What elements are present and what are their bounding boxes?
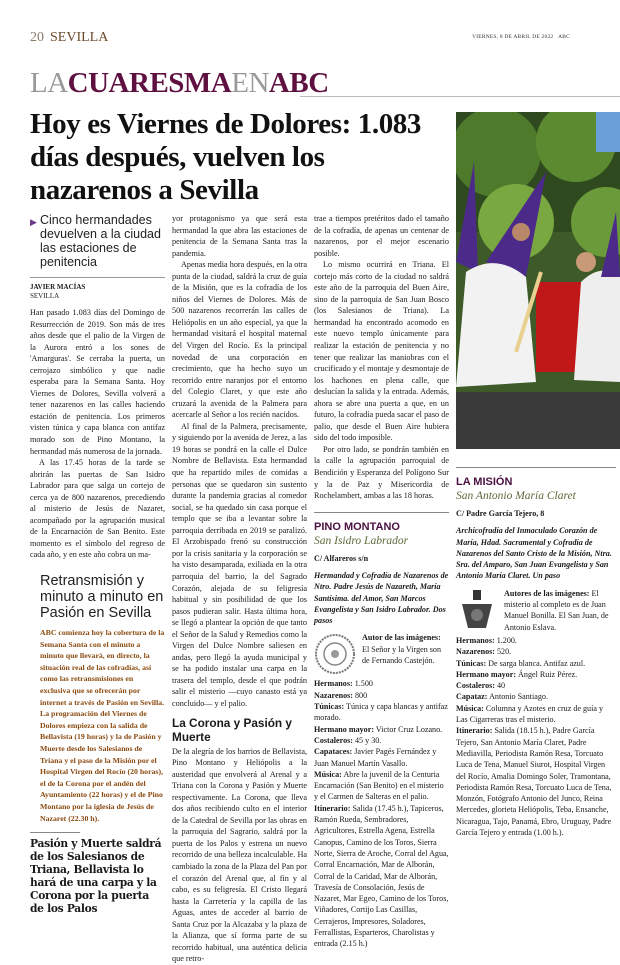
triangle-bullet-icon: ▶ (30, 217, 37, 227)
byline (30, 283, 165, 301)
paragraph: Apenas media hora después, en la otra punta de la ciudad, saldrá la cruz de guía de la Misión, que es la cofradía de los niños del Viernes de Dolores. Más de 500 nazarenos recorrerán las calles de Heliópolis en un año especial, ya que la hermandad visitará el hospital maternal del Virgen del Rocío. Es la principal novedad de una corporación en crecimiento, que ha hecho suyo un recorrido entre naranjos por el entorno del Colegio Claret, y que este año cruzará la avenida de la Palmera para acercarle al Señor a los recién nacidos. (172, 260, 307, 420)
field-value: Salida (18.15 h.), Padre García Tejero, San Antonio María Claret, Padre Mediavilla, Periodista Ramón Resa, Torcuato Luca de Tena, Manuel Siurot, Hospital Virgen del Rocío, Amalia Domingo Soler, Tramontana, Periodista Ramón Resa, Torcuato Luca de Tena, Monzón, Fotógrafo Antonio del Junco, Reina Mercedes, glorieta Heliópolis, Teba, Ensanche, Nicaragua, Tajo, Panamá, Ebro, Uruguay, Padre García Tejero y entrada (1.00 h.). (456, 726, 612, 838)
field-value: Antonio Santiago. (489, 692, 548, 702)
card-description: Hermandad y Cofradía de Nazarenos de Ntro. Padre Jesús de Nazareth, María Santísima. del Amor, San Marcos Evangelista y San Isidro Labrador. Dos pasos (314, 570, 449, 626)
field-value: Victor Cruz Lozano. (375, 724, 443, 734)
la-mision-card (456, 476, 616, 838)
brotherhood-emblem-icon (314, 632, 356, 676)
paragraph: Por otro lado, se pondrán también en la calle la agrupación parroquial de Bendición y Esperanza del Polígono Sur y la de Paz y Misericordia de Rochelambert, ambas a las 18 horas. (314, 444, 449, 501)
field-value: Salida (17.45 h.), Tapiceros, Ramón Rueda, Sembradores, Agricultores, Estrella Agena, Estrella Canopus, Camino de los Toros, Sierra Norte, Sierra de Aroche, Corral del Agua, Corral Encarnación, Mar de Alborán, Corral de la Caridad, Mar de Alborán, Travesía de Consolación, Jesús de Nazaret, Mar Egeo, Camino de los Toros, Viñadores, Cortijo Las Casillas, Cerrajeros, Impresores, Soladores, Ferrallistas, Esparteros, Charolistas y entrada (2.15 h.) (314, 803, 449, 949)
card-church: San Antonio María Claret (456, 490, 576, 502)
field-label: Hermanos: (456, 635, 495, 645)
field-value: 1.200. (496, 635, 517, 645)
field-label: Túnicas: (456, 658, 487, 668)
field-label: Costaleros: (314, 735, 353, 745)
article-column-3 (314, 213, 449, 502)
banner-en: EN (231, 67, 269, 99)
banner-rule (300, 96, 620, 97)
field-value: 520. (497, 647, 512, 657)
column-3-wrapper (314, 213, 449, 950)
kicker-rule (30, 277, 165, 278)
quote-rule (30, 832, 80, 833)
byline-place: SEVILLA (30, 292, 60, 300)
field-label: Capataces: (314, 747, 353, 757)
field-value: 45 y 30. (355, 735, 382, 745)
divider (456, 467, 616, 468)
card-address: C/ Padre García Tejero, 8 (456, 509, 545, 518)
field-label: Capataz: (456, 692, 488, 702)
sidebox-text: ABC comienza hoy la cobertura de la Semana Santa con el minuto a minuto que llevará, en directo, la situación real de las cofradías, así como las retransmisiones en exclusiva que se ofrecerán por internet a través de Pasión en Sevilla. La programación del Viernes de Dolores empieza con la salida de Bellavista (19 horas) y la de Pasión y Muerte desde los Salesianos de Triana y el paso de la Misión por el Hospital Virgen del Rocío (20 horas), el de la Corona por el andén del Ayuntamiento (22 horas) y el de Pino Montano por la iglesia de Jesús de Nazaret (22.30 h). (40, 628, 165, 823)
field-label: Autores de las imágenes: (504, 588, 590, 598)
kicker-text: Cinco hermandades devuelven a la ciudad las estaciones de penitencia (40, 213, 161, 269)
banner-cuaresma: CUARESMA (67, 67, 232, 99)
field-value: El Señor y la Virgen son de Fernando Castejón. (362, 644, 442, 666)
section-name: SEVILLA (50, 30, 109, 45)
right-column (456, 112, 616, 838)
pull-quote: Pasión y Muerte saldrá de los Salesianos de Triana, Bellavista lo hará de una carpa y la Corona por la puerta de los Palos (30, 837, 162, 916)
subheading: La Corona y Pasión y Muerte (172, 715, 292, 744)
field-value: Túnica y capa blancas y antifaz morado. (314, 702, 448, 723)
field-label: Nazarenos: (314, 690, 353, 700)
field-value: Columna y Azotes en cruz de guía y Las Cigarreras tras el misterio. (456, 703, 604, 725)
article-column-2 (172, 213, 307, 965)
field-value: 800 (355, 690, 368, 700)
paragraph: A las 17.45 horas de la tarde se abrirán las puertas de San Isidro Labrador para que salga un cortejo de cerca ya de 800 nazarenos, precediendo al misterio de Jesús de Nazaret, acompañado por la agrupación musical de la Encarnación de San Benito. Este momento es el símbolo del regreso de cada año, y en este año cobra un ma- (30, 458, 165, 560)
card-title: LA MISIÓN (456, 476, 513, 488)
nazarenos-photo (456, 112, 620, 449)
field-label: Nazarenos: (456, 647, 495, 657)
paragraph: De la alegría de los barrios de Bellavista, Pino Montano y Heliópolis a la austeridad que envolverá al Arenal y a Triana con la Corona y Pasión y Muerte respectivamente. La Corona, que lleva dos años recibiendo culto en el interior de la Catedral de Sevilla por las obras en la parroquia del Sagrario, saldrá por la puerta de los Palos y estrena un nuevo recorrido de una belleza incalculable. Ha cambiado la zona de la Plaza del Pan por el corazón del Arenal que, al fin y al cabo, es su feligresía. El Cristo llegará hasta la Carretería y la capilla de las Aguas, antes de acceder al barrio de Santa Cruz por la Alcazaba y la plaza de la Alianza, que sí forma parte de su recorrido habitual, una auténtica delicia que retro- (172, 746, 307, 964)
field-value: El misterio al completo es de Juan Manuel Bonilla. El San Juan, de Antonio Eslava. (504, 588, 609, 632)
card-description: Archicofradía del Inmaculado Corazón de María, Hdad. Sacramental y Cofradía de Nazarenos del Santo Cristo de la Misión, Ntra. Sra. del Amparo, San Juan Evangelista y San Antonio María Claret. Un paso (456, 526, 612, 581)
field-label: Música: (456, 703, 484, 713)
paragraph: trae a tiempos pretéritos dado el tamaño de la cofradía, de apenas un centenar de nazarenos, por el mejor escenario posible. (314, 214, 449, 258)
field-value: De sarga blanca. Antifaz azul. (488, 658, 586, 668)
brand-text: ABC (558, 34, 570, 40)
banner-la: LA (30, 67, 68, 99)
article-column-1 (30, 307, 165, 561)
card-church: San Isidro Labrador (314, 534, 409, 547)
field-label: Itinerario: (314, 803, 351, 813)
article-area (30, 108, 448, 965)
field-label: Costaleros: (456, 681, 495, 691)
pino-montano-card (314, 521, 449, 950)
sidebox-title: Retransmisión y minuto a minuto en Pasión en Sevilla (40, 573, 164, 622)
page-folio (30, 30, 108, 46)
date-text: VIERNES, 8 DE ABRIL DE 2022 (472, 34, 554, 40)
field-label: Hermano mayor: (456, 669, 517, 679)
card-address: C/ Alfareros s/n (314, 553, 369, 563)
field-value: Ángel Ruiz Pérez. (518, 669, 578, 679)
field-label: Hermano mayor: (314, 724, 375, 734)
field-value: Javier Pagés Fernández y Juan Manuel Martín Vasallo. (314, 747, 437, 768)
issue-date (472, 34, 570, 40)
section-banner (30, 68, 329, 98)
field-label: Hermanos: (314, 679, 353, 689)
banner-abc: ABC (268, 67, 329, 99)
author: JAVIER MACÍAS (30, 283, 86, 291)
divider (314, 512, 449, 513)
brotherhood-emblem-icon (456, 588, 498, 632)
field-label: Autor de las imágenes: (362, 633, 441, 643)
field-value: Abre la juvenil de la Centuria Encarnación (San Benito) en el misterio y el Carmen de Salteras en el palio. (314, 769, 444, 802)
paragraph: Al final de la Palmera, precisamente, y siguiendo por la avenida de Jerez, a las 19 horas se pondrá en la calle el Dulce Nombre de Bellavista. Esta hermandad que ha repartido miles de comidas a personas que se quedaron sin sustento durante la pandemia gracias al comedor social, se ha quedado sin casa porque el templo que se iba a levantar sobre la parroquia derribada en 2019 se paralizó. El Arzobispado frenó su construcción por la crisis sanitaria y la corporación se ha visto desamparada, exiliada en la otra parroquia del barrio, la del Sagrado Corazón, alejada de su feligresía habitual y sin posibilidad de que los pasos pudieran salir. Hasta última hora, se llegó a plantear la opción de que tanto el Señor de la Salud y Remedios como la Virgen del Dulce Nombre saliesen en andas, pero llegó la ayuda municipal y se ha podido instalar una carpa en la trasera del templo, desde el que podrán salir el misterio —cuyo canasto está ya concluido— y el palio. (172, 421, 307, 708)
card-title: PINO MONTANO (314, 520, 400, 533)
article-columns (30, 213, 448, 965)
field-value: 40 (497, 681, 506, 691)
column-1-wrapper (30, 213, 165, 915)
paragraph: yor protagonismo ya que será esta hermandad la que abra las estaciones de penitencia de la Semana Santa tras la pandemia. (172, 214, 307, 258)
field-label: Itinerario: (456, 726, 493, 736)
field-label: Túnicas: (314, 702, 345, 712)
page-number: 20 (30, 30, 44, 45)
headline: Hoy es Viernes de Dolores: 1.083 días después, vuelven los nazarenos a Sevilla (30, 108, 422, 206)
field-value: 1.500 (354, 679, 373, 689)
field-label: Música: (314, 769, 342, 779)
kicker (30, 213, 165, 269)
paragraph: Lo mismo ocurrirá en Triana. El cortejo más corto de la ciudad no saldrá este año de la parroquia del Buen Aire, sino de la parroquia de San Juan Bosco (los Salesianos de Triana). La hermandad ha encontrado acomodo en este nuevo templo únicamente para realizar la estación de penitencia y no tener que realizar las maniobras con el crucificado y el montaje y desmontaje de los hachones en plena calle, que deslucían la salida y la entrada. Además, ahora se abre una puerta a que, en un futuro, la cofradía pueda sacar el paso de palio, que desde el Buen Aire hubiera sido del todo imposible. (314, 260, 449, 443)
paragraph: Han pasado 1.083 días del Domingo de Resurrección de 2019. Son más de tres años desde que el palio de la Virgen de la Aurora entró a los sones de 'Amarguras'. Se cerraba la puerta, un cerrojazo simbólico y que nadie esperaba para la Semana Santa. Hoy Viernes de Dolores, Sevilla volverá a tener nazarenos en las calles haciendo estación de penitencia. Los primeros visten túnica y capa blanca con antifaz morado son de Pino Montano, la hermandad más numerosa de la jornada. (30, 308, 165, 456)
